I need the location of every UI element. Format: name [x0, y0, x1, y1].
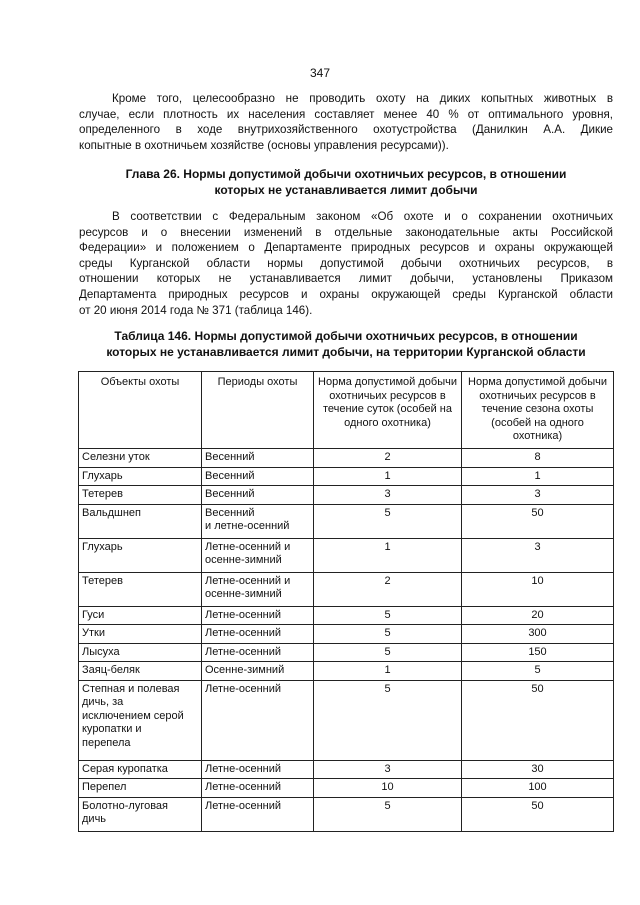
- cell-daily-norm: 2: [314, 449, 462, 468]
- cell-season-norm: 100: [462, 779, 614, 798]
- table-row: [79, 760, 614, 779]
- cell-daily-norm: 3: [314, 486, 462, 505]
- table-body: [79, 449, 614, 832]
- table-row: [79, 606, 614, 625]
- chapter-heading-line: Глава 26. Нормы допустимой добычи охотничьих ресурсов, в отношении: [125, 167, 567, 181]
- cell-period: Весенний: [202, 449, 314, 468]
- cell-object: Утки: [79, 625, 202, 644]
- intro-line: копытные в охотничьем хозяйстве (основы управления ресурсами)).: [79, 138, 449, 152]
- cell-object: Селезни уток: [79, 449, 202, 468]
- cell-object: Гуси: [79, 606, 202, 625]
- table-row: [79, 625, 614, 644]
- cell-object: Глухарь: [79, 467, 202, 486]
- norms-table: [78, 371, 614, 832]
- cell-period: Летне-осенний: [202, 797, 314, 831]
- cell-daily-norm: 1: [314, 538, 462, 572]
- cell-period: Летне-осенний и осенне-зимний: [202, 538, 314, 572]
- body-line: среды Курганской области нормы допустимой добычи охотничьих ресурсов, в: [79, 256, 613, 270]
- header-season-norm: Норма допустимой добычи охотничьих ресурсов в течение сезона охоты (особей на одного охотника): [462, 372, 614, 449]
- table-row: [79, 467, 614, 486]
- cell-season-norm: 300: [462, 625, 614, 644]
- cell-object: Степная и полевая дичь, за исключением серой куропатки и перепела: [79, 680, 202, 760]
- cell-daily-norm: 5: [314, 797, 462, 831]
- cell-object: Болотно-луговая дичь: [79, 797, 202, 831]
- cell-daily-norm: 5: [314, 606, 462, 625]
- table-row: [79, 504, 614, 538]
- cell-period: Летне-осенний: [202, 625, 314, 644]
- body-line: Департамента природных ресурсов и охраны окружающей среды Курганской области: [79, 287, 613, 301]
- body-line: отношении которых не устанавливается лимит добычи, установлены Приказом: [79, 272, 613, 286]
- cell-season-norm: 10: [462, 572, 614, 606]
- header-daily-norm: Норма допустимой добычи охотничьих ресурсов в течение суток (особей на одного охотника): [314, 372, 462, 449]
- cell-period: Осенне-зимний: [202, 662, 314, 681]
- header-objects: Объекты охоты: [79, 372, 202, 449]
- cell-season-norm: 50: [462, 797, 614, 831]
- cell-object: Заяц-беляк: [79, 662, 202, 681]
- cell-daily-norm: 5: [314, 504, 462, 538]
- body-paragraph: [79, 209, 613, 318]
- table-row: [79, 572, 614, 606]
- header-periods: Периоды охоты: [202, 372, 314, 449]
- cell-daily-norm: 10: [314, 779, 462, 798]
- cell-object: Тетерев: [79, 486, 202, 505]
- table-row: [79, 779, 614, 798]
- cell-period: Летне-осенний: [202, 680, 314, 760]
- intro-line: определенного в ходе внутрихозяйственного охотустройства (Данилкин А.А. Дикие: [79, 123, 613, 137]
- table-row: [79, 538, 614, 572]
- intro-line: Кроме того, целесообразно не проводить охоту на диких копытных животных в: [112, 92, 613, 105]
- cell-period: Летне-осенний: [202, 760, 314, 779]
- cell-daily-norm: 1: [314, 662, 462, 681]
- cell-season-norm: 20: [462, 606, 614, 625]
- table-caption: [79, 328, 613, 360]
- cell-object: Лысуха: [79, 643, 202, 662]
- table-row: [79, 797, 614, 831]
- cell-period: Летне-осенний и осенне-зимний: [202, 572, 314, 606]
- page-number: 347: [309, 66, 331, 80]
- body-line: ресурсов и о внесении изменений в отдельные законодательные акты Российской: [79, 225, 613, 239]
- body-line: В соответствии с Федеральным законом «Об охоте и о сохранении охотничьих: [112, 210, 613, 223]
- table-row: [79, 680, 614, 760]
- table-row: [79, 662, 614, 681]
- cell-object: Серая куропатка: [79, 760, 202, 779]
- cell-object: Перепел: [79, 779, 202, 798]
- chapter-heading: [79, 166, 613, 198]
- table-row: [79, 486, 614, 505]
- cell-period: Летне-осенний: [202, 606, 314, 625]
- cell-season-norm: 5: [462, 662, 614, 681]
- cell-daily-norm: 3: [314, 760, 462, 779]
- cell-daily-norm: 5: [314, 643, 462, 662]
- cell-season-norm: 30: [462, 760, 614, 779]
- table-row: [79, 449, 614, 468]
- cell-period: Весенний: [202, 467, 314, 486]
- cell-daily-norm: 5: [314, 680, 462, 760]
- cell-object: Глухарь: [79, 538, 202, 572]
- cell-season-norm: 1: [462, 467, 614, 486]
- cell-season-norm: 8: [462, 449, 614, 468]
- cell-season-norm: 3: [462, 538, 614, 572]
- cell-season-norm: 3: [462, 486, 614, 505]
- cell-period: Летне-осенний: [202, 643, 314, 662]
- cell-period: Весенний: [202, 486, 314, 505]
- cell-object: Тетерев: [79, 572, 202, 606]
- cell-daily-norm: 1: [314, 467, 462, 486]
- body-line: от 20 июня 2014 года № 371 (таблица 146).: [79, 303, 313, 317]
- cell-daily-norm: 2: [314, 572, 462, 606]
- cell-period: Летне-осенний: [202, 779, 314, 798]
- cell-period: Весенний и летне-осенний: [202, 504, 314, 538]
- intro-line: случае, если плотность их населения составляет менее 40 % от оптимального уровня,: [79, 107, 613, 121]
- cell-season-norm: 150: [462, 643, 614, 662]
- body-line: Федерации» и положением о Департаменте природных ресурсов и охраны окружающей: [79, 241, 613, 255]
- cell-object: Вальдшнеп: [79, 504, 202, 538]
- cell-season-norm: 50: [462, 504, 614, 538]
- intro-paragraph: [79, 91, 613, 153]
- cell-season-norm: 50: [462, 680, 614, 760]
- chapter-heading-line: которых не устанавливается лимит добычи: [214, 183, 478, 197]
- cell-daily-norm: 5: [314, 625, 462, 644]
- table-caption-line: Таблица 146. Нормы допустимой добычи охотничьих ресурсов, в отношении: [114, 329, 578, 343]
- table-header-row: [79, 372, 614, 449]
- table-row: [79, 643, 614, 662]
- table-caption-line: которых не устанавливается лимит добычи, на территории Курганской области: [106, 345, 586, 359]
